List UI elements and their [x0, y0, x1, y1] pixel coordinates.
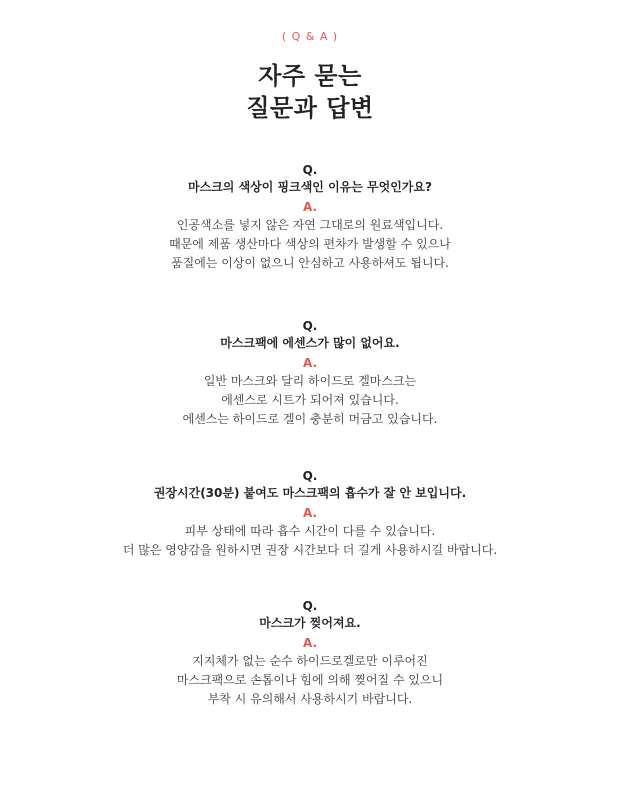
section-eyebrow: ( Q & A ): [281, 30, 339, 43]
answer-line: 더 많은 영양감을 원하시면 권장 시간보다 더 길게 사용하시길 바랍니다.: [122, 543, 498, 557]
answer-line: 일반 마스크와 달리 하이드로 겔마스크는: [203, 374, 417, 388]
question-marker: Q.: [302, 469, 318, 483]
answer-line: 때문에 제품 생산마다 색상의 편차가 발생할 수 있으나: [169, 237, 451, 251]
answer-line: 부착 시 유의해서 사용하시기 바랍니다.: [207, 692, 413, 706]
answer-line: 마스크팩으로 손톱이나 힘에 의해 찢어질 수 있으니: [176, 673, 444, 687]
question-text: 마스크가 찢어져요.: [259, 616, 361, 630]
answer-marker: A.: [302, 506, 318, 520]
qa-item-3: [0, 468, 620, 560]
qa-item-2: [0, 318, 620, 429]
qa-item-4: [0, 598, 620, 709]
question-text: 마스크팩에 에센스가 많이 없어요.: [220, 336, 400, 350]
answer-line: 에센스는 하이드로 겔이 충분히 머금고 있습니다.: [182, 412, 438, 426]
question-text: 마스크의 색상이 핑크색인 이유는 무엇인가요?: [188, 180, 432, 194]
page-title-line-1: 자주 묻는: [258, 62, 362, 90]
answer-line: 에센스로 시트가 되어져 있습니다.: [221, 393, 399, 407]
answer-line: 피부 상태에 따라 흡수 시간이 다를 수 있습니다.: [184, 524, 436, 538]
qa-item-1: [0, 162, 620, 273]
answer-line: 인공색소를 넣지 않은 자연 그대로의 원료색입니다.: [176, 218, 444, 232]
question-marker: Q.: [302, 599, 318, 613]
answer-marker: A.: [302, 636, 318, 650]
answer-marker: A.: [302, 356, 318, 370]
question-marker: Q.: [302, 163, 318, 177]
question-text: 권장시간(30분) 붙여도 마스크팩의 흡수가 잘 안 보입니다.: [153, 486, 467, 500]
answer-line: 지지체가 없는 순수 하이드로겔로만 이루어진: [192, 654, 428, 668]
answer-line: 품질에는 이상이 없으니 안심하고 사용하셔도 됩니다.: [171, 256, 449, 270]
question-marker: Q.: [302, 319, 318, 333]
answer-marker: A.: [302, 200, 318, 214]
page-title-line-2: 질문과 답변: [246, 94, 374, 122]
